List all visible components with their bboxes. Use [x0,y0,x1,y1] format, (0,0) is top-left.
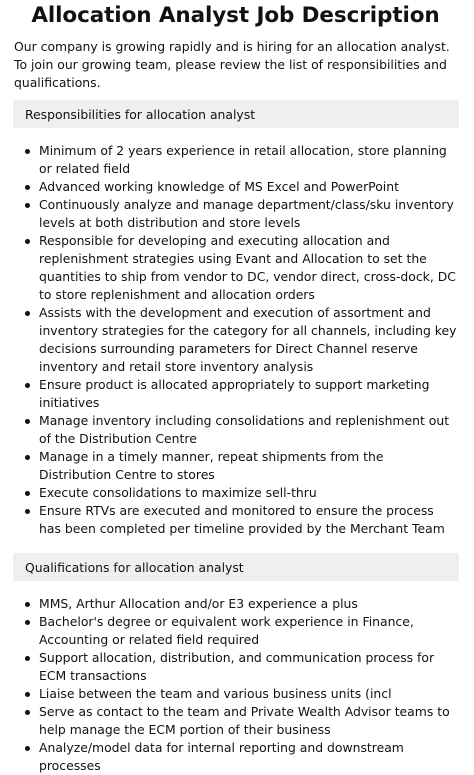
list-item [39,142,458,178]
list-item-text: Liaise between the team and various business units (incl [39,686,392,701]
list-item-text: Advanced working knowledge of MS Excel and PowerPoint [39,179,399,194]
list-item-text: Serve as contact to the team and Private Wealth Advisor teams to help manage the ECM portion of their business [39,704,450,737]
list-item-text: Ensure RTVs are executed and monitored to ensure the process has been completed per timeline provided by the Merchant Team [39,503,445,536]
bullet-icon [25,710,30,715]
list-item [39,685,458,703]
list-item [39,448,458,484]
bullet-icon [25,509,30,514]
responsibilities-list [13,142,458,538]
qualifications-heading: Qualifications for allocation analyst [13,553,459,581]
bullet-icon [25,491,30,496]
bullet-icon [25,203,30,208]
list-item [39,739,458,775]
bullet-icon [25,311,30,316]
list-item [39,613,458,649]
bullet-icon [25,455,30,460]
bullet-icon [25,620,30,625]
bullet-icon [25,185,30,190]
list-item-text: Responsible for developing and executing allocation and replenishment strategies using Evant and Allocation to set the quantities to ship from vendor to DC, vendor direct, cross-dock, DC to store replenishment and allocation orders [39,233,456,302]
list-item-text: Assists with the development and execution of assortment and inventory strategies for the category for all channels, including key decisions surrounding parameters for Direct Channel reserve inventory and retail store inventory analysis [39,305,457,374]
list-item [39,196,458,232]
list-item-text: Minimum of 2 years experience in retail allocation, store planning or related field [39,143,447,176]
list-item [39,649,458,685]
list-item-text: Manage in a timely manner, repeat shipments from the Distribution Centre to stores [39,449,384,482]
list-item [39,178,458,196]
list-item [39,376,458,412]
list-item-text: Support allocation, distribution, and communication process for ECM transactions [39,650,435,683]
list-item [39,304,458,376]
list-item-text: Bachelor's degree or equivalent work experience in Finance, Accounting or related field required [39,614,414,647]
bullet-icon [25,656,30,661]
list-item-text: Manage inventory including consolidations and replenishment out of the Distribution Centre [39,413,450,446]
bullet-icon [25,602,30,607]
bullet-icon [25,746,30,751]
list-item [39,703,458,739]
list-item-text: Execute consolidations to maximize sell-thru [39,485,317,500]
list-item-text: Continuously analyze and manage department/class/sku inventory levels at both distribution and store levels [39,197,454,230]
list-item-text: MMS, Arthur Allocation and/or E3 experience a plus [39,596,358,611]
bullet-icon [25,383,30,388]
bullet-icon [25,419,30,424]
bullet-icon [25,692,30,697]
bullet-icon [25,149,30,154]
list-item-text: Ensure product is allocated appropriately to support marketing initiatives [39,377,430,410]
qualifications-list [13,595,458,775]
responsibilities-heading: Responsibilities for allocation analyst [13,100,459,128]
page-title: Allocation Analyst Job Description [31,3,440,28]
list-item [39,232,458,304]
list-item [39,595,458,613]
list-item [39,502,458,538]
list-item-text: Analyze/model data for internal reporting and downstream processes [39,740,404,773]
list-item [39,484,458,502]
intro-paragraph: Our company is growing rapidly and is hiring for an allocation analyst. To join our growing team, please review the list of responsibilities and qualifications. [14,39,450,90]
bullet-icon [25,239,30,244]
list-item [39,412,458,448]
